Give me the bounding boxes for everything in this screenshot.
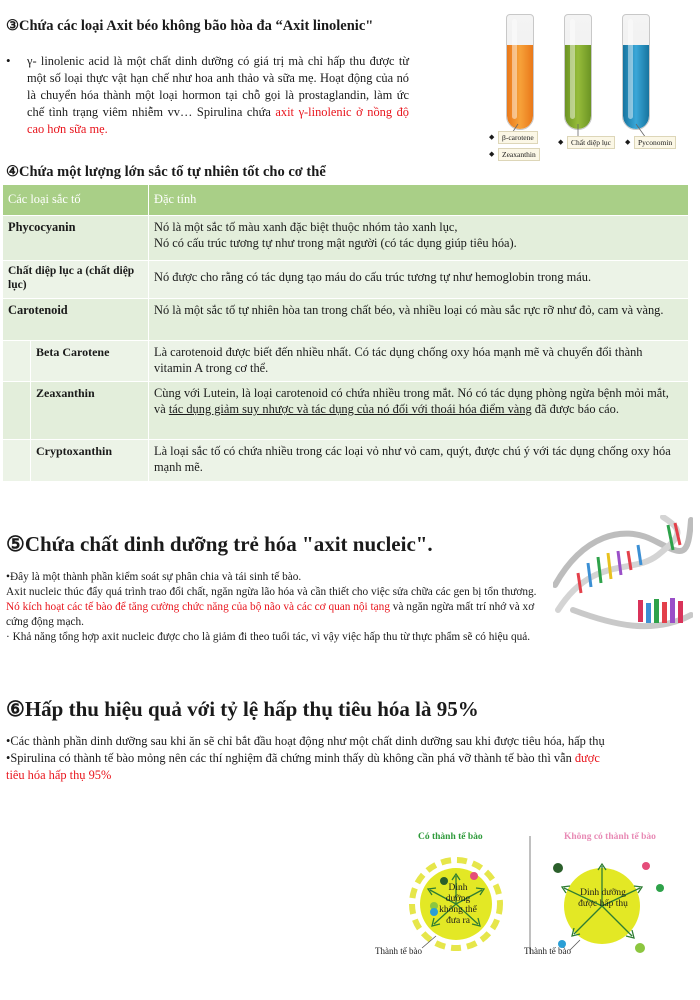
- dna-helix-illustration: [553, 515, 693, 640]
- table-row: [3, 216, 689, 261]
- pigment-name: Carotenoid: [3, 299, 149, 341]
- section6-line: •Các thành phần dinh dưỡng sau khi ăn sẽ chỉ bắt đầu hoạt động như một chất dinh dưỡng sau khi được tiêu hóa, hấp thụ: [6, 734, 605, 748]
- cell-wall-label: Thành tế bào: [375, 946, 422, 956]
- table-row: [3, 341, 689, 382]
- without-wall-title: Không có thành tế bào: [564, 832, 656, 842]
- pointer-line: [570, 940, 580, 950]
- section5-line: Axit nucleic thúc đẩy quá trình trao đổi chất, ngăn ngừa lão hóa và cần thiết cho việc sửa chữa các gen bị tổn thương.: [6, 586, 537, 598]
- marker-chlorophyll: ◆: [558, 138, 564, 146]
- section5-highlight: Nó kích hoạt các tế bào để tăng cường chức năng của bộ não và các cơ quan nội tạng: [6, 601, 390, 613]
- without-wall-inner-label: Dinh dưỡng được hấp thụ: [578, 888, 628, 909]
- label-zeaxanthin: Zeaxanthin: [498, 148, 540, 161]
- section6-text: •Spirulina có thành tế bào mỏng nên các thí nghiệm đã chứng minh thấy dù không cần phá vỡ thành tế bào thì vẫn: [6, 751, 575, 765]
- section6-title: ⑥Hấp thu hiệu quả với tỷ lệ hấp thụ tiêu hóa là 95%: [6, 697, 479, 721]
- bullet: •: [6, 53, 11, 68]
- section6-highlight: được tiêu hóa hấp thụ 95%: [6, 751, 600, 782]
- cell-wall-diagram: [370, 826, 700, 996]
- section5-line: [6, 600, 551, 630]
- nutrient-dot: [470, 872, 478, 880]
- description-text: Cùng với Lutein, là loại carotenoid có chứa nhiều trong mắt. Nó có tác dụng phòng ngừa bệnh mỏi mắt, và: [154, 386, 669, 416]
- pigment-description: Nó là một sắc tố tự nhiên hòa tan trong chất béo, và nhiều loại có màu sắc rực rỡ như đỏ, cam và vàng.: [149, 299, 689, 341]
- section6-paragraph: [6, 733, 606, 784]
- nutrient-dot: [656, 884, 664, 892]
- section5-line: •Đây là một thành phần kiểm soát sự phân chia và tái sinh tế bào.: [6, 571, 302, 583]
- pigment-name: Beta Carotene: [31, 341, 149, 382]
- pigment-tubes-figure: [488, 12, 693, 164]
- pigment-description: Là carotenoid được biết đến nhiều nhất. Có tác dụng chống oxy hóa mạnh mẽ và chuyển đổi thành vitamin A trong cơ thể.: [149, 341, 689, 382]
- with-wall-inner-label: Dinh dưỡng không thể đưa ra: [439, 883, 477, 926]
- dna-strand: [558, 517, 677, 610]
- section6-line: [6, 750, 606, 784]
- marker-zeaxanthin: ◆: [489, 150, 495, 158]
- table-row: [3, 382, 689, 440]
- cell-diagram-graphics: [370, 826, 700, 996]
- description-line: Nó là một sắc tố màu xanh đặc biệt thuộc nhóm tảo xanh lục,: [154, 220, 458, 234]
- section5-line: · Khả năng tổng hợp axit nucleic được cho là giảm đi theo tuổi tác, vì vậy việc hấp thu từ thực phẩm sẽ có hiệu quả.: [6, 631, 531, 643]
- section5-title: ⑤Chứa chất dinh dưỡng trẻ hóa "axit nucleic".: [6, 532, 433, 556]
- dna-strand: [555, 520, 691, 585]
- table-row: [3, 261, 689, 299]
- table-row: [3, 440, 689, 482]
- pigment-description: Nó được cho rằng có tác dụng tạo máu do cấu trúc tương tự như hemoglobin trong máu.: [149, 261, 689, 299]
- section4-title: ④Chứa một lượng lớn sắc tố tự nhiên tốt cho cơ thể: [6, 164, 326, 180]
- marker-phycocyanin: ◆: [625, 138, 631, 146]
- table-row: [3, 299, 689, 341]
- header-characteristics: Đặc tính: [149, 185, 689, 216]
- nutrient-dot: [642, 862, 650, 870]
- indent-cell: [3, 440, 31, 482]
- pigment-description: [149, 382, 689, 440]
- section3-paragraph: [27, 53, 409, 138]
- description-text: đã được báo cáo.: [531, 402, 619, 416]
- indent-cell: [3, 382, 31, 440]
- label-beta-carotene: β-carotene: [498, 131, 538, 144]
- section3-text: γ- linolenic acid là một chất dinh dưỡng có giá trị mà chỉ hấp thu được từ một số loại thực vật hạn chế như hoa anh thảo và sữa mẹ. Hoạt động của nó là chuyển hóa thành một loại hormon tại chỗ gọi là prostaglandin, làm ức chế tình trạng viêm nhiễm vv… Spirulina chứa: [27, 54, 409, 119]
- pigment-name: Zeaxanthin: [31, 382, 149, 440]
- description-underlined: tác dụng giảm suy nhược và tác dụng của nó đối với thoái hóa điểm vàng: [168, 402, 532, 416]
- pigment-description: Là loại sắc tố có chứa nhiều trong các loại vỏ như vỏ cam, quýt, được chú ý với tác dụng chống oxy hóa mạnh mẽ.: [149, 440, 689, 482]
- cell-wall-label: Thành tế bào: [524, 946, 571, 956]
- label-chlorophyll: Chất diệp lục: [567, 136, 615, 149]
- description-line: Nó có cấu trúc tương tự như trong mật người (có tác dụng giúp tiêu hóa).: [154, 236, 517, 250]
- indent-cell: [3, 341, 31, 382]
- section3-highlight: axit γ-linolenic ở nồng độ cao hơn sữa mẹ.: [27, 105, 409, 136]
- section5-paragraph: [6, 570, 551, 645]
- section5-text: và ngăn ngừa mất trí nhớ và xơ cứng động mạch.: [6, 601, 535, 628]
- table-header-row: [3, 185, 689, 216]
- marker-carotene: ◆: [489, 133, 495, 141]
- header-pigment-type: Các loại sắc tố: [3, 185, 149, 216]
- pigment-name: Cryptoxanthin: [31, 440, 149, 482]
- pigment-description: [149, 216, 689, 261]
- pigment-name: Chất diệp lục a (chất diệp lục): [3, 261, 149, 299]
- with-wall-title: Có thành tế bào: [418, 832, 483, 842]
- pigment-table: [2, 184, 689, 482]
- section3-title: ③Chứa các loại Axit béo không bão hòa đa “Axit linolenic": [6, 18, 374, 34]
- label-phycocyanin: Pyconomin: [634, 136, 676, 149]
- pigment-name: Phycocyanin: [3, 216, 149, 261]
- nutrient-dot: [635, 943, 645, 953]
- nutrient-dot: [553, 863, 563, 873]
